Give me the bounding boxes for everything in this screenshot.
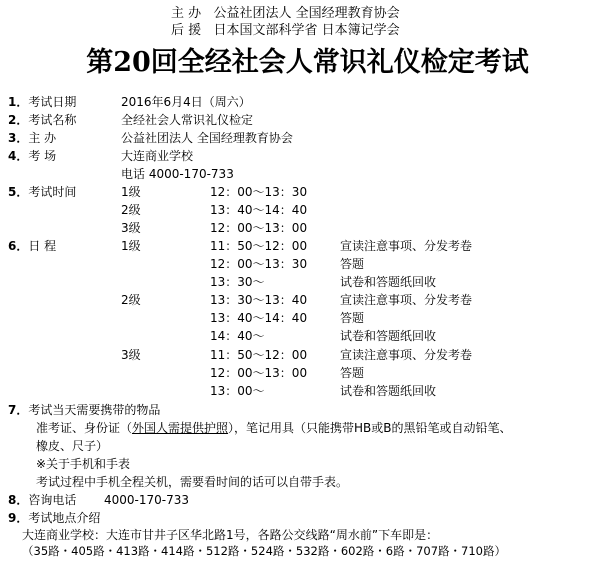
organizer-label: 主 办 (171, 6, 202, 21)
passport-note: 外国人需提供护照 (132, 421, 229, 435)
level: 1级 (121, 185, 141, 199)
item-5 (8, 185, 76, 199)
schedule-time: 11：50～12：00 (210, 239, 308, 253)
schedule-time: 13：30～ (210, 275, 265, 289)
item-number: 4． (8, 149, 29, 163)
exam-name: 全经社会人常识礼仪检定 (121, 113, 254, 127)
venue-directions: 大连商业学校：大连市甘井子区华北路1号，各路公交线路“周水前”下车即是： (22, 528, 439, 542)
level: 3级 (121, 348, 141, 362)
supporter-label: 后 援 (171, 23, 202, 38)
organizer-value: 公益社团法人 全国经理教育协会 (213, 6, 400, 21)
item-3 (8, 131, 56, 145)
page-title: 第20回全经社会人常识礼仪检定考试 (86, 47, 529, 78)
bus-routes: （35路・405路・413路・414路・512路・524路・532路・602路・6路・707路・710路） (22, 544, 506, 558)
item-number: 1． (8, 95, 29, 109)
item-1 (8, 95, 76, 109)
schedule-desc: 试卷和答题纸回收 (340, 329, 437, 343)
venue: 大连商业学校 (121, 149, 194, 163)
item-7 (8, 403, 160, 417)
schedule-desc: 宣读注意事项、分发考卷 (340, 239, 473, 253)
schedule-time: 14：40～ (210, 329, 265, 343)
item-label: 考试地点介绍 (28, 511, 101, 525)
organizer: 公益社团法人 全国经理教育协会 (121, 131, 293, 145)
item-label: 咨询电话 (28, 493, 77, 507)
note-text: 考试过程中手机全程关机，需要看时间的话可以自带手表。 (36, 475, 349, 489)
item-6 (8, 239, 56, 253)
item-number: 7． (8, 403, 29, 417)
items-to-bring (36, 421, 512, 435)
exam-time: 12：00～13：00 (210, 221, 308, 235)
item-2 (8, 113, 76, 127)
venue-phone: 电话 4000-170-733 (121, 167, 234, 181)
schedule-time: 13：30～13：40 (210, 293, 308, 307)
item-label: 考试名称 (28, 113, 77, 127)
item-label: 考试当天需要携带的物品 (28, 403, 161, 417)
item-number: 5． (8, 185, 29, 199)
schedule-time: 12：00～13：30 (210, 257, 308, 271)
schedule-desc: 试卷和答题纸回收 (340, 384, 437, 398)
schedule-time: 13：40～14：40 (210, 311, 308, 325)
schedule-desc: 答题 (340, 257, 365, 271)
item-number: 2． (8, 113, 29, 127)
item-label: 考试日期 (28, 95, 77, 109)
level: 1级 (121, 239, 141, 253)
organizer-header (171, 6, 400, 22)
supporter-header (171, 23, 400, 39)
supporter-value: 日本国文部科学省 日本簿记学会 (213, 23, 400, 38)
item-number: 9． (8, 511, 29, 525)
level: 2级 (121, 203, 141, 217)
item-label: 主 办 (28, 131, 57, 145)
exam-time: 12：00～13：30 (210, 185, 308, 199)
items-line1-a: 准考证、身份证（ (36, 421, 133, 435)
item-number: 3． (8, 131, 29, 145)
schedule-desc: 答题 (340, 311, 365, 325)
items-line1-b: ），笔记用具（只能携带HB或B的黑铅笔或自动铅笔、 (228, 421, 512, 435)
schedule-time: 13：00～ (210, 384, 265, 398)
schedule-desc: 宣读注意事项、分发考卷 (340, 293, 473, 307)
item-4 (8, 149, 56, 163)
inquiry-phone: 4000-170-733 (104, 493, 190, 507)
exam-time: 13：40～14：40 (210, 203, 308, 217)
schedule-desc: 答题 (340, 366, 365, 380)
item-number: 8． (8, 493, 29, 507)
items-line2: 橡皮、尺子） (36, 439, 109, 453)
item-label: 考 场 (28, 149, 57, 163)
schedule-time: 12：00～13：00 (210, 366, 308, 380)
level: 3级 (121, 221, 141, 235)
item-label: 日 程 (28, 239, 57, 253)
item-label: 考试时间 (28, 185, 77, 199)
item-number: 6． (8, 239, 29, 253)
item-8 (8, 493, 76, 507)
schedule-desc: 宣读注意事项、分发考卷 (340, 348, 473, 362)
note-title: ※关于手机和手表 (36, 457, 131, 471)
schedule-desc: 试卷和答题纸回收 (340, 275, 437, 289)
level: 2级 (121, 293, 141, 307)
item-9 (8, 511, 100, 525)
exam-date: 2016年6月4日（周六） (121, 95, 251, 109)
schedule-time: 11：50～12：00 (210, 348, 308, 362)
